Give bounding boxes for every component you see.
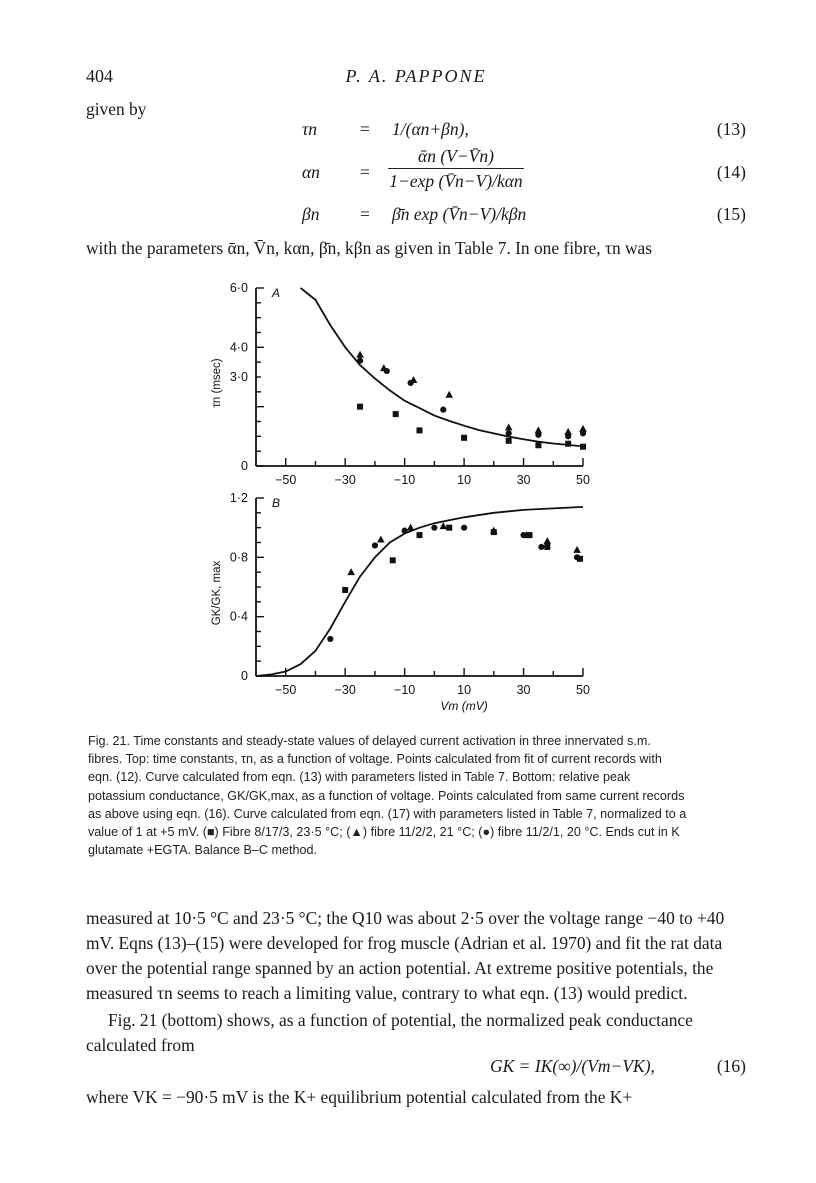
circle-point xyxy=(357,358,363,364)
eq14-number: (14) xyxy=(716,162,746,182)
y-axis-label: GK/GK, max xyxy=(211,560,223,626)
paragraph-1: measured at 10·5 °C and 23·5 °C; the Q10 was about 2·5 over the voltage range −40 to +40 mV. Eqns (13)–(15) were developed for frog muscle (Adrian et al. 1970) and fit the rat data over the potential range spanned by an action potential. At extreme positive potentials, the measured τn seems to reach a limiting value, contrary to what eqn. (13) would predict. xyxy=(86,908,725,1003)
equation-14: αn = ᾱn (V−V̄n) 1−exp (V̄n−V)/kαn (14) xyxy=(302,146,746,191)
square-point xyxy=(565,441,571,447)
triangle-point xyxy=(445,391,453,398)
square-point xyxy=(390,557,396,563)
square-point xyxy=(580,444,586,450)
triangle-point xyxy=(544,537,552,544)
fit-curve xyxy=(301,288,583,446)
square-point xyxy=(446,525,452,531)
page-number: 404 xyxy=(86,66,113,86)
x-tick-label: −10 xyxy=(394,683,416,697)
given-by-text: given by xyxy=(86,99,147,119)
eq14-denominator: 1−exp (V̄n−V)/kαn xyxy=(389,171,523,191)
circle-point xyxy=(520,532,526,538)
eq13-rhs: 1/(αn+βn), xyxy=(392,119,469,139)
circle-point xyxy=(407,380,413,386)
y-tick-label: 0·4 xyxy=(229,609,248,624)
square-point xyxy=(393,411,399,417)
y-tick-label: 4·0 xyxy=(229,340,248,355)
x-tick-label: 30 xyxy=(516,683,531,697)
x-tick-label: 10 xyxy=(457,683,472,697)
circle-point xyxy=(506,430,512,436)
x-tick-label: 30 xyxy=(516,473,531,487)
eq15-lhs: βn xyxy=(302,204,320,224)
triangle-point xyxy=(347,568,355,575)
running-head-author: P. A. PAPPONE xyxy=(345,66,487,86)
y-tick-label: 6·0 xyxy=(229,281,248,295)
circle-point xyxy=(565,433,571,439)
circle-point xyxy=(535,432,541,438)
circle-point xyxy=(402,528,408,534)
triangle-point xyxy=(407,524,415,531)
x-tick-label: −30 xyxy=(334,683,356,697)
y-tick-label: 3·0 xyxy=(229,370,248,384)
chart-panel-b xyxy=(211,491,590,713)
circle-point xyxy=(431,525,437,531)
figure-caption: Fig. 21. Time constants and steady-state values of delayed current activation in three innervated s.m. fibres. Top: time constants, τn, as a function of voltage. Points calculated from fit of current records with eqn. (12). Curve calculated from eqn. (13) with parameters listed in Table 7. Bottom: relative peak potassium conductance, GK/GK,max, as a function of voltage. Points calculated from same current records as above using eqn. (16). Curve calculated from eqn. (17) with parameters listed in Table 7, normalized to a value of 1 at +5 mV. (■) Fibre 8/17/3, 23·5 °C; (▲) fibre 11/2/2, 21 °C; (●) fibre 11/2/1, 20 °C. Ends cut in K glutamate +EGTA. Balance B–C method. xyxy=(88,734,687,858)
paragraph-3: where VK = −90·5 mV is the K+ equilibrium potential calculated from the K+ xyxy=(86,1087,633,1107)
triangle-point xyxy=(505,423,513,430)
eq15-number: (15) xyxy=(716,204,746,224)
square-point xyxy=(544,544,550,550)
triangle-point xyxy=(377,536,385,543)
panel-label: A xyxy=(272,286,281,300)
x-axis-label: Vm (mV) xyxy=(440,699,488,713)
eq15-rhs: β̄n exp (V̄n−V)/kβn xyxy=(392,204,527,224)
circle-point xyxy=(461,525,467,531)
eq14-numerator: ᾱn (V−V̄n) xyxy=(418,146,494,166)
equation-13: τn = 1/(αn+βn), (13) xyxy=(302,119,746,139)
square-point xyxy=(342,587,348,593)
x-tick-label: −10 xyxy=(394,473,416,487)
equation-15: βn = β̄n exp (V̄n−V)/kβn (15) xyxy=(302,204,746,224)
chart-panel-a xyxy=(211,281,590,487)
circle-point xyxy=(372,542,378,548)
paragraph-2: Fig. 21 (bottom) shows, as a function of potential, the normalized peak conductance calculated from xyxy=(86,1010,693,1055)
eq14-lhs: αn xyxy=(302,162,320,182)
circle-point xyxy=(440,407,446,413)
triangle-point xyxy=(439,522,447,529)
y-tick-label: 0 xyxy=(241,669,248,683)
square-point xyxy=(417,427,423,433)
square-point xyxy=(461,435,467,441)
x-tick-label: 10 xyxy=(457,473,472,487)
circle-point xyxy=(580,430,586,436)
equation-16 xyxy=(86,1056,746,1082)
params-line: with the parameters ᾱn, V̄n, kαn, β̄n, kβn as given in Table 7. In one fibre, τn was xyxy=(86,238,653,258)
x-tick-label: −50 xyxy=(275,473,297,487)
eq16-expression: GK = IK(∞)/(Vm−VK), xyxy=(490,1056,655,1076)
circle-point xyxy=(327,636,333,642)
eq13-lhs: τn xyxy=(302,119,318,139)
circle-point xyxy=(538,544,544,550)
y-tick-label: 0·8 xyxy=(229,550,248,565)
y-tick-label: 1·2 xyxy=(229,491,248,505)
x-tick-label: 50 xyxy=(576,473,590,487)
panel-label: B xyxy=(272,496,281,510)
x-tick-label: −50 xyxy=(275,683,297,697)
square-point xyxy=(535,442,541,448)
eq16-number: (16) xyxy=(716,1056,746,1076)
square-point xyxy=(506,438,512,444)
eq13-number: (13) xyxy=(716,119,746,139)
triangle-point xyxy=(573,546,581,553)
y-tick-label: 0 xyxy=(241,459,248,473)
x-tick-label: 50 xyxy=(576,683,590,697)
square-point xyxy=(417,532,423,538)
square-point xyxy=(357,404,363,410)
x-tick-label: −30 xyxy=(334,473,356,487)
circle-point xyxy=(384,368,390,374)
triangle-point xyxy=(356,351,364,358)
y-axis-label: τn (msec) xyxy=(211,358,223,408)
circle-point xyxy=(574,554,580,560)
